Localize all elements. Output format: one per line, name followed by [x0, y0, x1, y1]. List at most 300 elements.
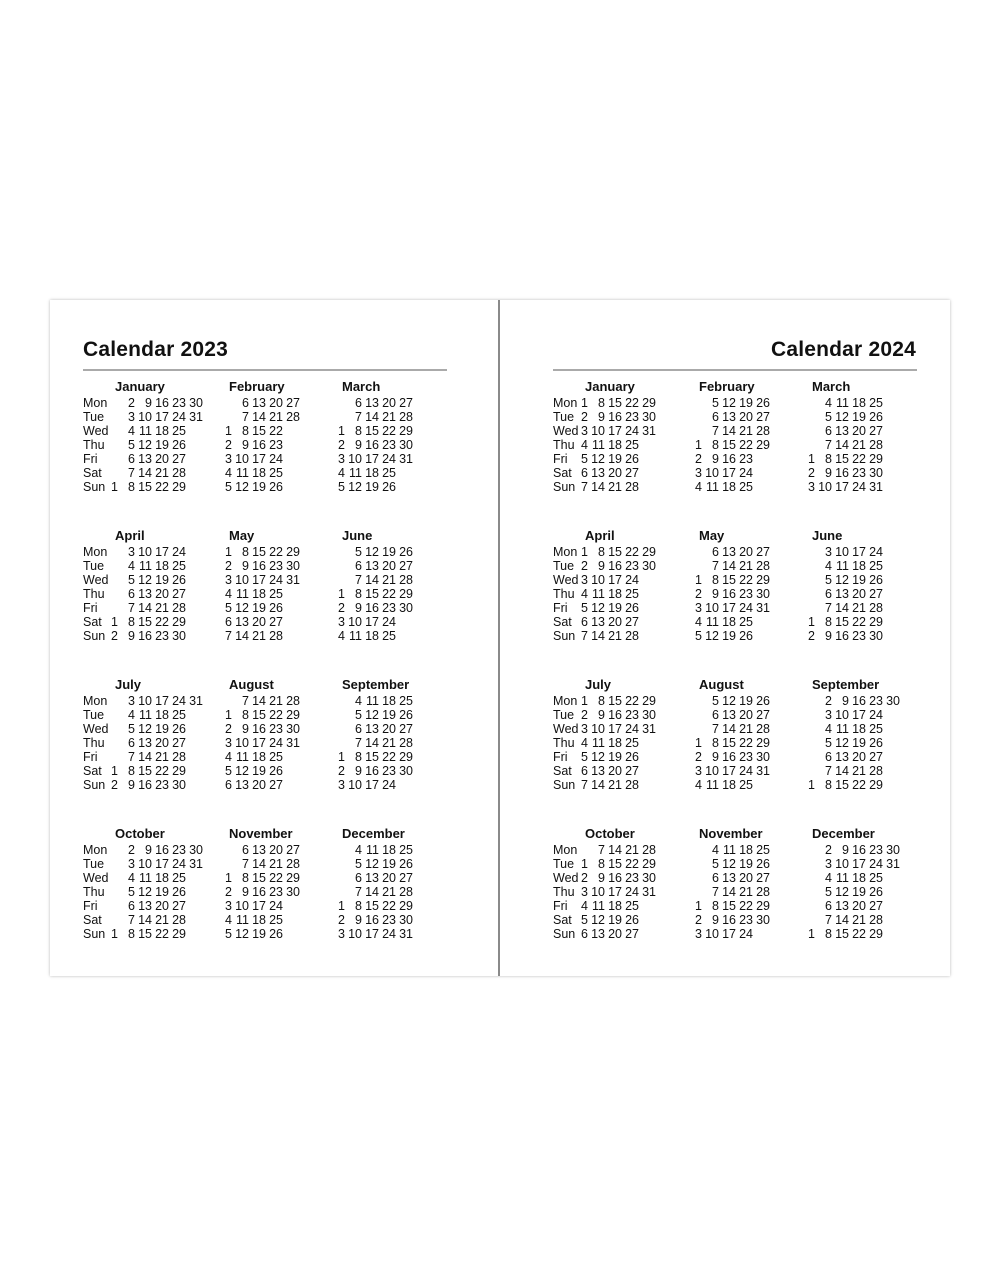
quarter-block	[553, 677, 943, 792]
day-number: 28	[756, 424, 770, 438]
day-number: 15	[835, 927, 849, 941]
day-number: 23	[739, 750, 753, 764]
day-name: Mon	[83, 545, 108, 559]
day-number: 26	[625, 913, 639, 927]
day-number: 21	[852, 913, 866, 927]
day-number: 16	[608, 559, 622, 573]
day-number: 30	[286, 722, 300, 736]
day-number: 8	[128, 480, 135, 494]
day-number: 12	[591, 750, 605, 764]
day-number: 6	[712, 708, 719, 722]
day-number: 1	[225, 545, 232, 559]
day-number: 24	[172, 694, 186, 708]
day-number: 27	[756, 708, 770, 722]
day-number: 26	[756, 857, 770, 871]
day-number: 10	[348, 927, 362, 941]
day-number: 8	[355, 750, 362, 764]
day-name: Mon	[83, 843, 108, 857]
day-number: 12	[235, 764, 249, 778]
day-name: Thu	[553, 438, 575, 452]
day-number: 8	[825, 778, 832, 792]
day-number: 25	[172, 559, 186, 573]
day-number: 4	[338, 629, 345, 643]
day-number: 19	[155, 722, 169, 736]
day-name: Wed	[83, 573, 109, 587]
month-name: June	[812, 528, 843, 543]
day-number: 7	[581, 480, 588, 494]
day-number: 23	[852, 466, 866, 480]
month-name: April	[115, 528, 145, 543]
day-number: 30	[399, 913, 413, 927]
day-number: 29	[642, 857, 656, 871]
day-number: 23	[869, 843, 883, 857]
day-number: 3	[581, 722, 588, 736]
day-number: 3	[695, 927, 702, 941]
day-number: 23	[269, 722, 283, 736]
day-number: 6	[825, 899, 832, 913]
day-number: 27	[625, 927, 639, 941]
day-number: 3	[225, 899, 232, 913]
day-number: 30	[172, 629, 186, 643]
day-number: 13	[591, 466, 605, 480]
day-number: 7	[355, 410, 362, 424]
day-name: Mon	[83, 694, 108, 708]
day-number: 10	[705, 601, 719, 615]
day-number: 20	[382, 559, 396, 573]
day-number: 20	[739, 410, 753, 424]
day-number: 5	[712, 396, 719, 410]
day-number: 11	[366, 694, 379, 708]
day-number: 10	[235, 899, 249, 913]
day-number: 28	[172, 750, 186, 764]
day-number: 11	[139, 871, 152, 885]
month-name: July	[585, 677, 612, 692]
day-number: 24	[172, 857, 186, 871]
day-number: 21	[739, 559, 753, 573]
day-number: 11	[836, 722, 849, 736]
day-number: 18	[852, 396, 866, 410]
day-number: 6	[355, 559, 362, 573]
day-number: 19	[608, 452, 622, 466]
day-number: 6	[581, 764, 588, 778]
day-number: 17	[608, 885, 622, 899]
day-number: 25	[739, 480, 753, 494]
day-number: 24	[172, 410, 186, 424]
day-number: 17	[722, 466, 736, 480]
day-number: 18	[608, 438, 622, 452]
day-number: 18	[608, 587, 622, 601]
day-number: 1	[695, 899, 702, 913]
day-number: 26	[625, 750, 639, 764]
day-number: 28	[399, 573, 413, 587]
day-number: 12	[835, 885, 849, 899]
day-number: 3	[825, 545, 832, 559]
day-number: 27	[756, 545, 770, 559]
day-number: 1	[338, 424, 345, 438]
day-number: 31	[286, 736, 300, 750]
day-number: 18	[252, 466, 266, 480]
day-number: 11	[139, 559, 152, 573]
day-name: Thu	[553, 587, 575, 601]
day-number: 11	[592, 736, 605, 750]
day-number: 31	[756, 601, 770, 615]
month-name: August	[229, 677, 274, 692]
day-number: 20	[155, 899, 169, 913]
day-number: 26	[269, 601, 283, 615]
day-number: 28	[269, 629, 283, 643]
day-number: 13	[365, 722, 379, 736]
day-number: 25	[625, 736, 639, 750]
day-name: Sat	[83, 466, 102, 480]
day-number: 5	[712, 694, 719, 708]
day-number: 6	[825, 587, 832, 601]
day-number: 17	[252, 573, 266, 587]
day-number: 29	[642, 694, 656, 708]
day-number: 20	[852, 899, 866, 913]
day-number: 5	[581, 452, 588, 466]
day-number: 9	[825, 466, 832, 480]
day-number: 22	[269, 424, 283, 438]
day-number: 19	[155, 885, 169, 899]
day-name: Sun	[553, 927, 576, 941]
day-number: 8	[712, 899, 719, 913]
day-number: 6	[581, 927, 588, 941]
day-number: 30	[886, 694, 900, 708]
day-number: 6	[581, 466, 588, 480]
day-number: 18	[382, 694, 396, 708]
day-number: 4	[225, 913, 232, 927]
day-number: 27	[286, 843, 300, 857]
day-number: 17	[155, 545, 169, 559]
day-number: 5	[128, 722, 135, 736]
day-number: 30	[869, 466, 883, 480]
day-number: 25	[869, 871, 883, 885]
day-number: 25	[172, 871, 186, 885]
day-number: 9	[128, 778, 135, 792]
day-number: 21	[852, 601, 866, 615]
day-number: 2	[338, 764, 345, 778]
day-number: 24	[852, 480, 866, 494]
day-number: 3	[128, 410, 135, 424]
day-number: 23	[382, 438, 396, 452]
day-number: 20	[852, 424, 866, 438]
day-number: 7	[225, 629, 232, 643]
day-number: 13	[591, 615, 605, 629]
day-number: 15	[722, 736, 736, 750]
day-number: 3	[581, 885, 588, 899]
day-number: 14	[252, 410, 266, 424]
day-number: 14	[138, 750, 152, 764]
day-number: 9	[242, 885, 249, 899]
day-number: 21	[852, 764, 866, 778]
day-number: 12	[365, 857, 379, 871]
day-number: 31	[189, 410, 203, 424]
day-number: 19	[252, 927, 266, 941]
day-number: 17	[365, 615, 379, 629]
day-name: Tue	[83, 708, 105, 722]
day-number: 31	[642, 722, 656, 736]
day-number: 27	[172, 899, 186, 913]
day-number: 13	[365, 559, 379, 573]
day-number: 17	[852, 545, 866, 559]
day-number: 1	[808, 615, 815, 629]
day-number: 4	[825, 871, 832, 885]
day-number: 22	[852, 927, 866, 941]
day-number: 18	[739, 843, 753, 857]
day-number: 28	[399, 885, 413, 899]
day-number: 4	[581, 899, 588, 913]
day-number: 5	[128, 885, 135, 899]
day-number: 22	[852, 615, 866, 629]
day-number: 1	[581, 396, 588, 410]
day-number: 2	[808, 629, 815, 643]
day-number: 6	[712, 410, 719, 424]
day-number: 22	[625, 857, 639, 871]
day-number: 7	[355, 573, 362, 587]
day-number: 1	[808, 778, 815, 792]
day-number: 2	[225, 438, 232, 452]
day-number: 1	[111, 927, 118, 941]
day-number: 30	[642, 410, 656, 424]
day-number: 8	[712, 438, 719, 452]
day-number: 29	[172, 480, 186, 494]
day-number: 27	[869, 750, 883, 764]
quarter-block	[553, 379, 943, 494]
day-number: 5	[225, 764, 232, 778]
day-number: 7	[825, 601, 832, 615]
day-number: 21	[269, 857, 283, 871]
day-number: 4	[825, 396, 832, 410]
day-number: 12	[348, 480, 362, 494]
day-number: 27	[869, 587, 883, 601]
day-name: Sun	[553, 629, 576, 643]
day-number: 28	[625, 629, 639, 643]
day-number: 7	[712, 559, 719, 573]
month-name: September	[812, 677, 880, 692]
day-number: 19	[382, 857, 396, 871]
day-name: Sun	[83, 927, 106, 941]
day-number: 5	[825, 885, 832, 899]
day-number: 1	[581, 857, 588, 871]
day-number: 10	[235, 452, 249, 466]
day-number: 28	[625, 778, 639, 792]
day-number: 17	[365, 778, 379, 792]
day-number: 13	[591, 764, 605, 778]
day-number: 28	[172, 601, 186, 615]
day-number: 4	[225, 466, 232, 480]
day-number: 14	[365, 736, 379, 750]
day-number: 19	[382, 708, 396, 722]
day-number: 10	[705, 927, 719, 941]
day-number: 29	[286, 708, 300, 722]
day-number: 28	[756, 885, 770, 899]
day-number: 18	[252, 587, 266, 601]
day-number: 6	[355, 396, 362, 410]
title-rule-2024	[553, 369, 917, 371]
day-number: 4	[225, 587, 232, 601]
day-number: 24	[269, 452, 283, 466]
month-name: December	[342, 826, 405, 841]
day-number: 22	[269, 871, 283, 885]
day-number: 23	[739, 452, 753, 466]
day-number: 19	[739, 694, 753, 708]
day-number: 16	[252, 885, 266, 899]
day-number: 23	[155, 778, 169, 792]
day-number: 31	[189, 857, 203, 871]
day-number: 7	[825, 438, 832, 452]
day-number: 16	[722, 587, 736, 601]
day-number: 13	[252, 843, 266, 857]
day-name: Sat	[83, 615, 102, 629]
day-name: Fri	[83, 452, 98, 466]
day-number: 2	[338, 601, 345, 615]
day-number: 24	[739, 601, 753, 615]
day-number: 2	[581, 410, 588, 424]
day-number: 31	[869, 480, 883, 494]
day-number: 28	[756, 559, 770, 573]
day-number: 16	[852, 694, 866, 708]
day-number: 12	[235, 927, 249, 941]
day-number: 15	[365, 587, 379, 601]
day-number: 24	[172, 545, 186, 559]
day-number: 28	[399, 410, 413, 424]
day-number: 6	[225, 778, 232, 792]
day-number: 11	[139, 708, 152, 722]
day-number: 16	[252, 438, 266, 452]
day-number: 1	[581, 694, 588, 708]
day-number: 8	[825, 452, 832, 466]
day-number: 17	[608, 573, 622, 587]
month-name: November	[229, 826, 293, 841]
day-number: 24	[269, 736, 283, 750]
day-number: 5	[581, 601, 588, 615]
day-number: 9	[355, 913, 362, 927]
day-number: 27	[172, 736, 186, 750]
day-number: 14	[835, 438, 849, 452]
day-number: 23	[172, 396, 186, 410]
day-number: 18	[155, 424, 169, 438]
day-number: 20	[155, 587, 169, 601]
day-number: 6	[242, 843, 249, 857]
day-number: 22	[625, 396, 639, 410]
day-number: 6	[825, 750, 832, 764]
day-number: 23	[852, 629, 866, 643]
day-number: 25	[625, 587, 639, 601]
day-number: 4	[355, 694, 362, 708]
title-rule-2023	[83, 369, 447, 371]
day-number: 10	[235, 573, 249, 587]
day-number: 24	[382, 615, 396, 629]
day-number: 25	[269, 466, 283, 480]
day-number: 4	[695, 480, 702, 494]
day-number: 10	[138, 545, 152, 559]
day-number: 15	[722, 573, 736, 587]
day-number: 16	[155, 843, 169, 857]
day-number: 19	[739, 857, 753, 871]
day-name: Fri	[553, 452, 568, 466]
day-name: Thu	[83, 438, 105, 452]
day-number: 7	[712, 722, 719, 736]
day-number: 15	[835, 615, 849, 629]
day-number: 19	[852, 885, 866, 899]
day-number: 12	[835, 410, 849, 424]
day-number: 13	[722, 410, 736, 424]
day-number: 15	[365, 750, 379, 764]
day-number: 21	[608, 778, 622, 792]
day-number: 10	[138, 694, 152, 708]
day-number: 14	[835, 764, 849, 778]
day-number: 12	[835, 736, 849, 750]
day-number: 1	[111, 480, 118, 494]
day-number: 11	[706, 615, 719, 629]
day-number: 2	[128, 396, 135, 410]
day-number: 17	[155, 857, 169, 871]
day-number: 9	[242, 559, 249, 573]
quarter-block	[83, 677, 473, 792]
day-number: 16	[608, 708, 622, 722]
day-number: 10	[138, 410, 152, 424]
day-number: 23	[172, 843, 186, 857]
day-number: 19	[739, 396, 753, 410]
day-number: 28	[286, 857, 300, 871]
quarter-block	[83, 826, 473, 941]
day-number: 9	[242, 722, 249, 736]
day-number: 26	[172, 573, 186, 587]
day-number: 15	[365, 424, 379, 438]
day-name: Fri	[553, 750, 568, 764]
month-name: February	[229, 379, 285, 394]
day-number: 18	[608, 736, 622, 750]
day-number: 7	[128, 601, 135, 615]
day-number: 2	[581, 871, 588, 885]
day-number: 8	[128, 927, 135, 941]
day-number: 18	[608, 899, 622, 913]
day-number: 11	[706, 778, 719, 792]
day-name: Mon	[553, 843, 578, 857]
day-number: 21	[608, 480, 622, 494]
day-number: 30	[189, 396, 203, 410]
day-number: 4	[128, 424, 135, 438]
day-number: 8	[598, 545, 605, 559]
day-number: 15	[835, 778, 849, 792]
day-number: 23	[382, 764, 396, 778]
day-number: 30	[756, 587, 770, 601]
day-number: 3	[128, 545, 135, 559]
day-number: 21	[382, 573, 396, 587]
day-number: 12	[235, 480, 249, 494]
day-number: 10	[818, 480, 832, 494]
day-number: 4	[355, 843, 362, 857]
day-number: 2	[695, 913, 702, 927]
day-number: 18	[852, 559, 866, 573]
day-number: 21	[382, 885, 396, 899]
day-number: 5	[355, 708, 362, 722]
day-name: Wed	[553, 573, 579, 587]
day-number: 19	[852, 410, 866, 424]
day-number: 19	[252, 601, 266, 615]
day-number: 30	[399, 764, 413, 778]
day-number: 2	[695, 750, 702, 764]
day-number: 8	[242, 708, 249, 722]
day-number: 3	[338, 615, 345, 629]
day-name: Thu	[553, 885, 575, 899]
day-number: 29	[399, 587, 413, 601]
day-number: 3	[225, 452, 232, 466]
day-number: 22	[739, 899, 753, 913]
day-number: 3	[128, 857, 135, 871]
day-number: 1	[808, 927, 815, 941]
day-name: Sun	[83, 629, 106, 643]
